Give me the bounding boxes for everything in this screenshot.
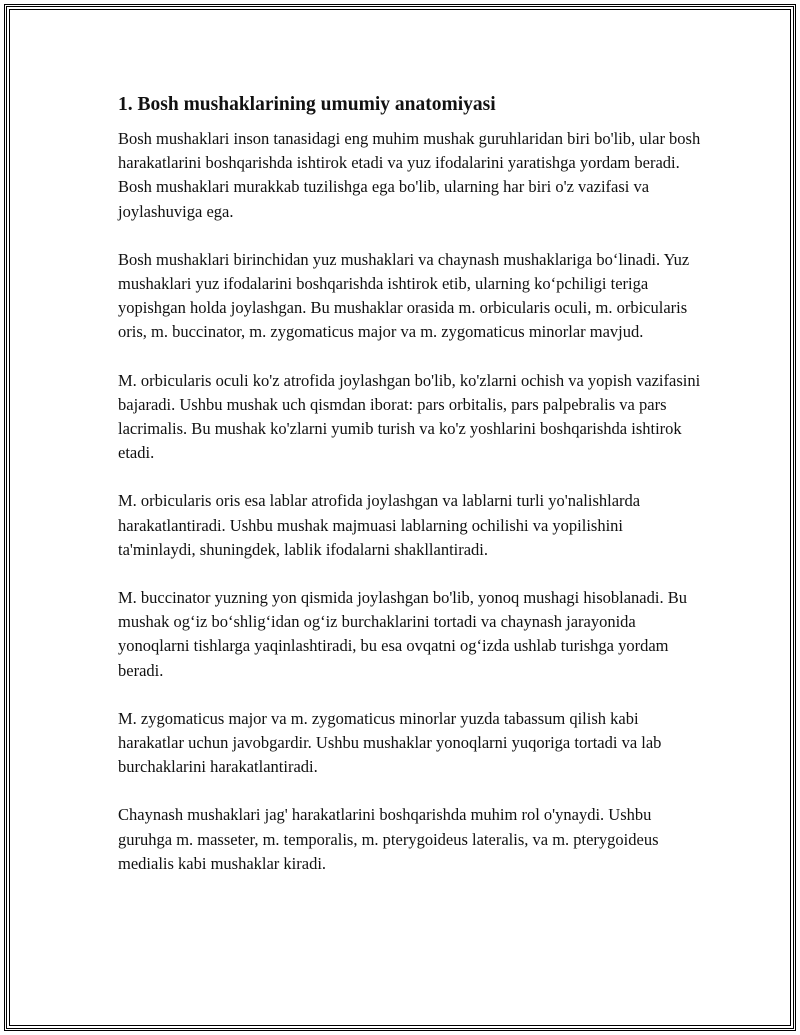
paragraph-face-muscles: Bosh mushaklari birinchidan yuz mushaklari va chaynash mushaklariga bo‘linadi. Yuz mushaklari yuz ifodalarini boshqarishda ishtirok etib, ularning ko‘pchiligi teriga yopishgan holda joylashgan. Bu mushaklar orasida m. orbicularis oculi, m. orbicularis oris, m. buccinator, m. zygomaticus major va m. zygomaticus minorlar mavjud. — [118, 249, 690, 342]
paragraph-buccinator: M. buccinator yuzning yon qismida joylashgan bo'lib, yonoq mushagi hisoblanadi. Bu mushak og‘iz bo‘shlig‘idan og‘iz burchaklarini tortadi va chaynash jarayonida yonoqlarni tishlarga yaqinlashtiradi, bu esa ovqatni og‘izda ushlab turishga yordam beradi. — [118, 588, 687, 680]
document-body — [118, 92, 702, 900]
paragraph-masticatory-muscles: Chaynash mushaklari jag' harakatlarini boshqarishda muhim rol o'ynaydi. Ushbu guruhga m. masseter, m. temporalis, m. pterygoideus lateralis, va m. pterygoideus medialis kabi mushaklar kiradi. — [118, 805, 659, 873]
paragraph-intro: Bosh mushaklari inson tanasidagi eng muhim mushak guruhlaridan biri bo'lib, ular bosh harakatlarini boshqarishda ishtirok etadi va yuz ifodalarini yaratishga yordam beradi. Bosh mushaklari murakkab tuzilishga ega bo'lib, ularning har biri o'z vazifasi va joylashuviga ega. — [118, 129, 701, 221]
paragraph-orbicularis-oculi: M. orbicularis oculi ko'z atrofida joylashgan bo'lib, ko'zlarni ochish va yopish vazifasini bajaradi. Ushbu mushak uch qismdan iborat: pars orbitalis, pars palpebralis va pars lacrimalis. Bu mushak ko'zlarni yumib turish va ko'z yoshlarini boshqarishda ishtirok etadi. — [118, 370, 701, 463]
section-heading: 1. Bosh mushaklarining umumiy anatomiyasi — [118, 94, 496, 115]
paragraph-orbicularis-oris: M. orbicularis oris esa lablar atrofida joylashgan va lablarni turli yo'nalishlarda harakatlantiradi. Ushbu mushak majmuasi lablarning ochilishi va yopilishini ta'minlaydi, shuningdek, lablik ifodalarni shakllantiradi. — [118, 491, 641, 559]
paragraph-zygomaticus: M. zygomaticus major va m. zygomaticus minorlar yuzda tabassum qilish kabi harakatlar uchun javobgardir. Ushbu mushaklar yonoqlarni yuqoriga tortadi va lab burchaklarini harakatlantiradi. — [118, 708, 662, 777]
